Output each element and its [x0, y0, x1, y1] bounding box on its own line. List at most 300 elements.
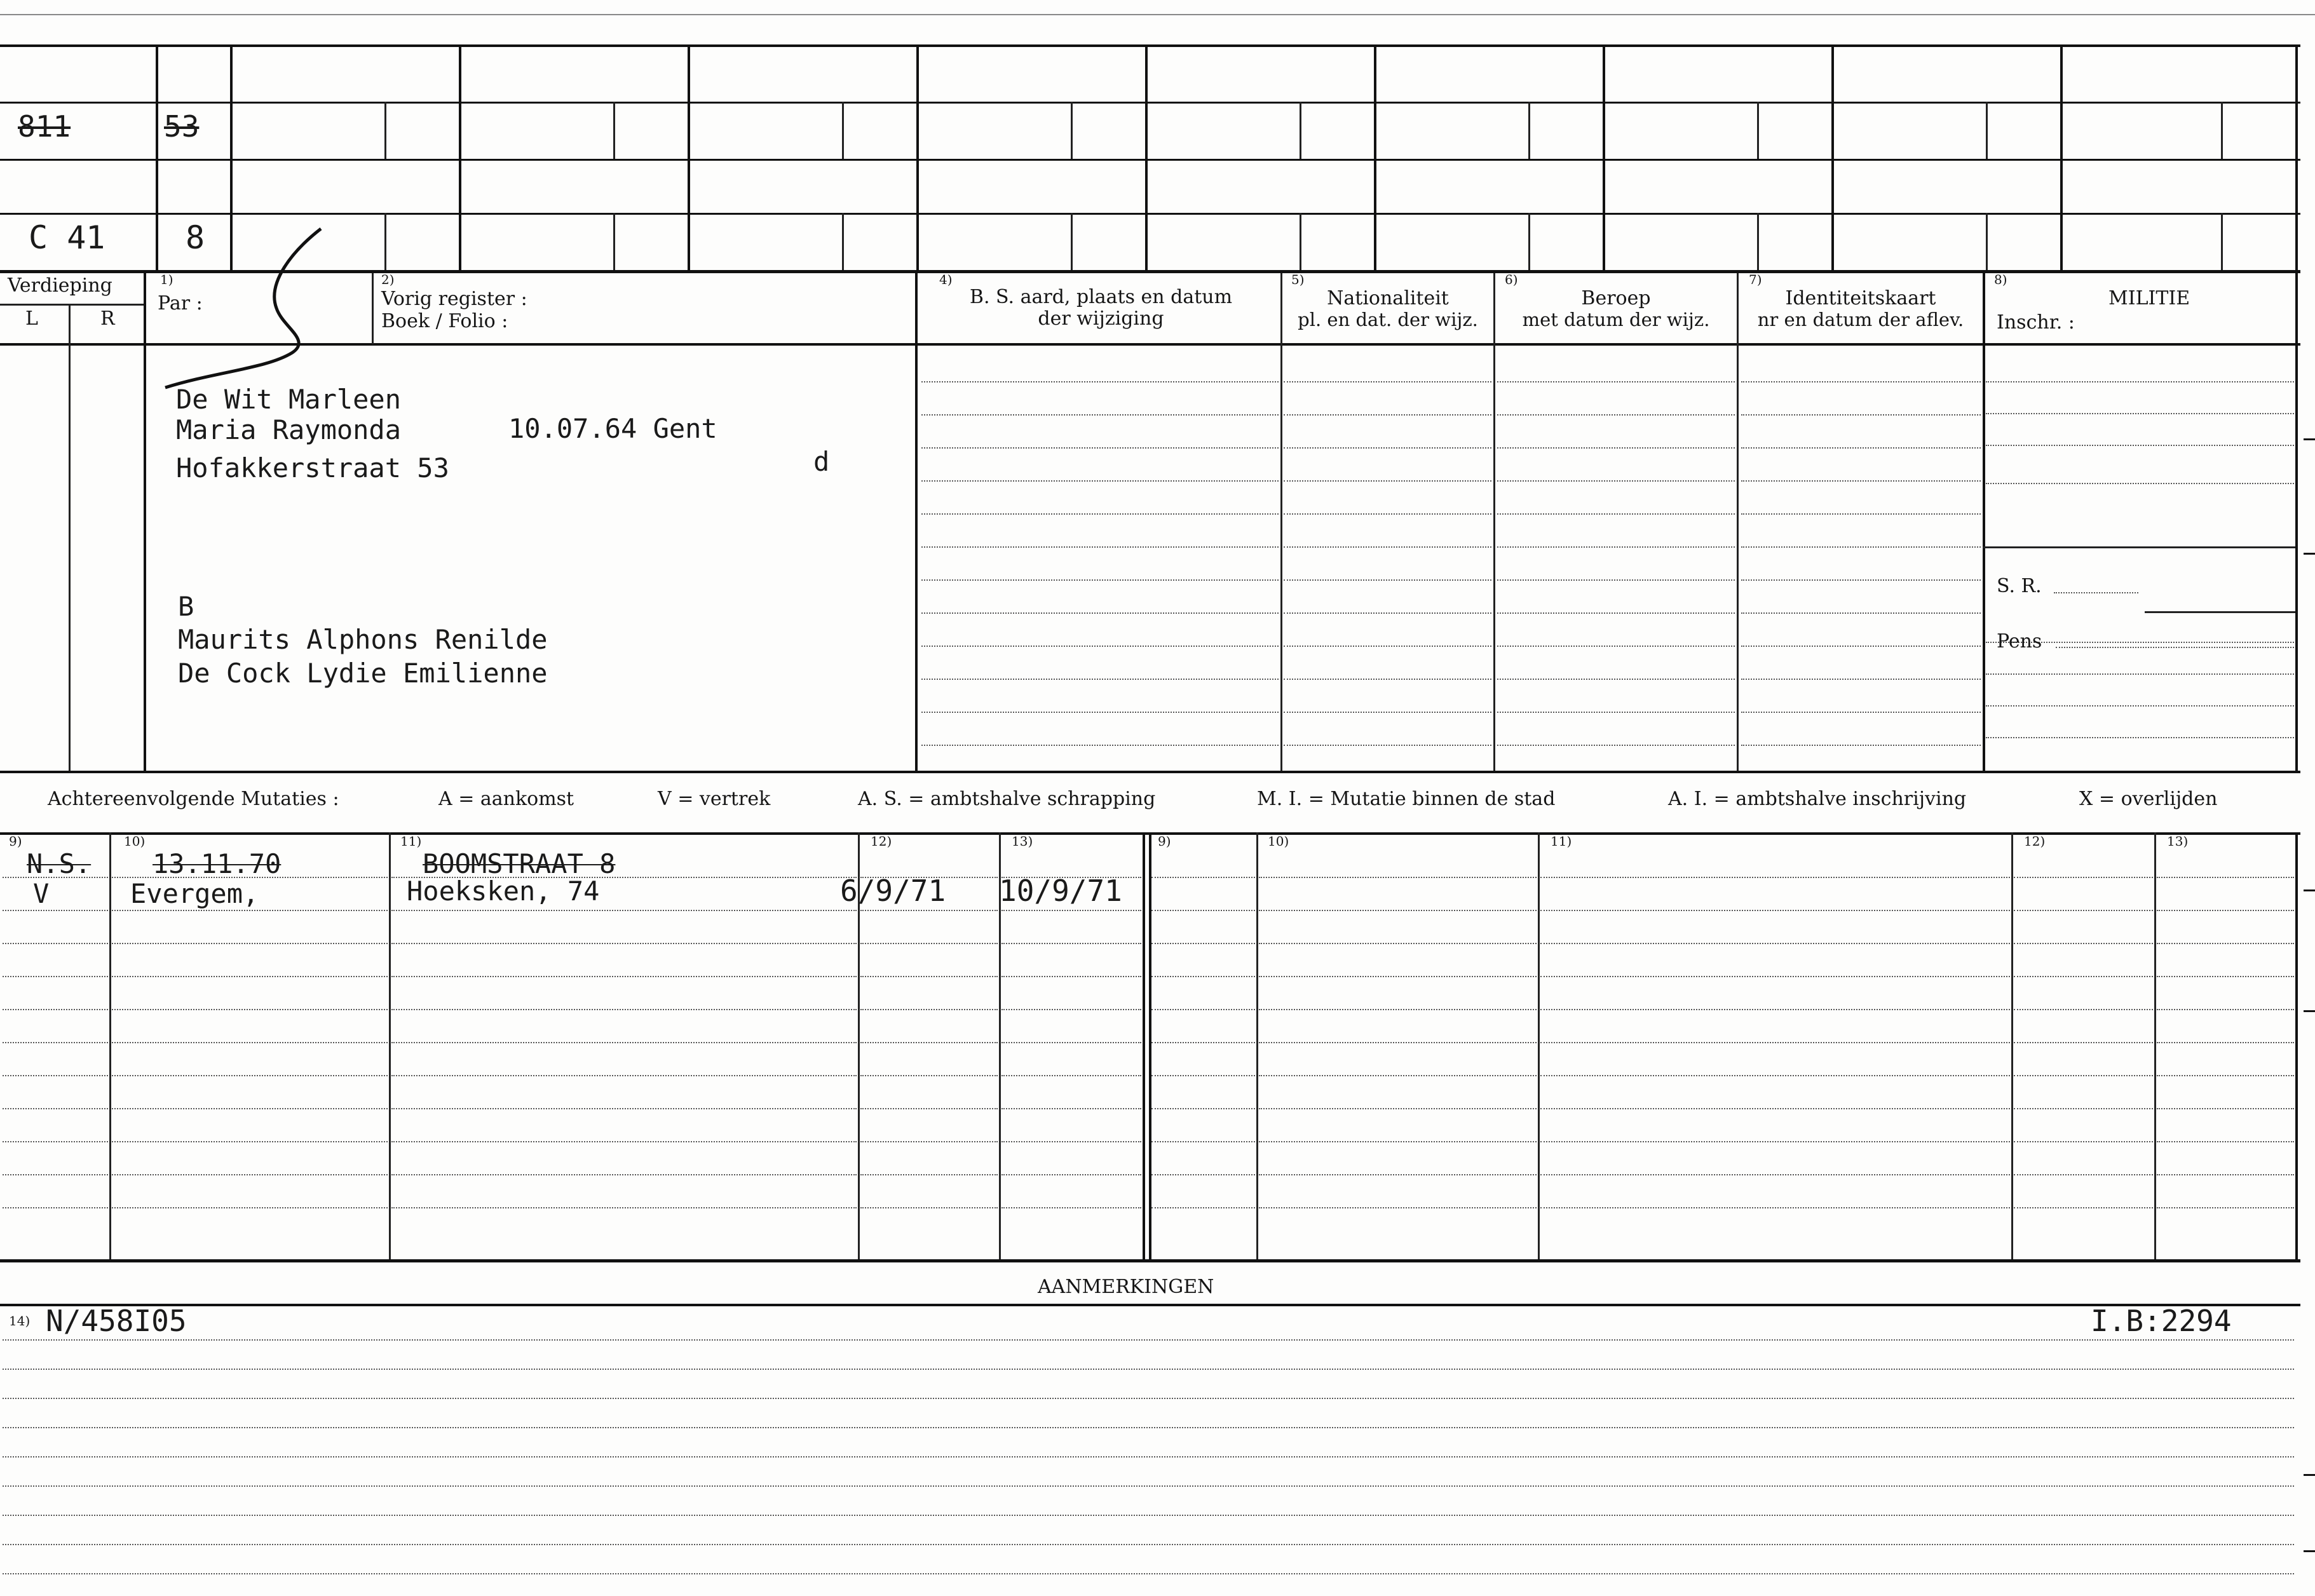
- writing-line: [1259, 976, 1537, 977]
- grid-line: [1831, 44, 1834, 273]
- writing-line: [1497, 679, 1735, 680]
- writing-line: [1741, 447, 1981, 449]
- sex-mark: d: [813, 446, 830, 477]
- writing-line: [112, 1042, 388, 1043]
- writing-line: [2014, 943, 2153, 944]
- writing-line: [2014, 1174, 2153, 1175]
- old-register-code: 811: [18, 109, 71, 144]
- writing-line: [112, 976, 388, 977]
- col4-number: 4): [939, 272, 953, 287]
- grid-line: [1528, 213, 1530, 270]
- grid-line: [915, 273, 918, 771]
- col2-number: 2): [381, 272, 395, 287]
- writing-line: [112, 1108, 388, 1109]
- writing-line: [921, 579, 1279, 581]
- mut-col10-number: 10): [124, 834, 146, 849]
- writing-line: [1001, 976, 1141, 977]
- writing-line: [1741, 381, 1981, 382]
- writing-line: [112, 910, 388, 911]
- grid-line: [0, 213, 2300, 215]
- writing-line: [112, 1141, 388, 1142]
- writing-line: [1284, 679, 1491, 680]
- writing-line: [2157, 1141, 2294, 1142]
- grid-line: [1983, 546, 2295, 548]
- grid-line: [1280, 273, 1282, 771]
- grid-line: [1256, 832, 1258, 1259]
- col5-number: 5): [1291, 272, 1305, 287]
- writing-line: [1540, 910, 2010, 911]
- legend-overlijden: X = overlijden: [2079, 788, 2218, 810]
- col6-number: 6): [1505, 272, 1518, 287]
- legend-ambtshalve-schrapping: A. S. = ambtshalve schrapping: [858, 788, 1156, 810]
- writing-line: [112, 1207, 388, 1208]
- writing-line: [1284, 414, 1491, 416]
- writing-line: [1497, 745, 1735, 746]
- writing-line: [1741, 646, 1981, 647]
- verdieping-label: Verdieping: [8, 274, 112, 297]
- writing-line: [2014, 1075, 2153, 1076]
- mutation-row1-address: BOOMSTRAAT 8: [423, 848, 616, 879]
- writing-line: [1151, 976, 1255, 977]
- grid-line: [1493, 273, 1495, 771]
- grid-line: [1300, 213, 1301, 270]
- writing-line: [3, 943, 108, 944]
- writing-line: [1540, 1075, 2010, 1076]
- writing-line: [1986, 705, 2294, 707]
- writing-line: [1151, 1108, 1255, 1109]
- writing-line: [860, 1141, 998, 1142]
- writing-line: [1497, 579, 1735, 581]
- writing-line: [921, 612, 1279, 614]
- writing-line: [1259, 1075, 1537, 1076]
- mut-col13-number-right: 13): [2167, 834, 2189, 849]
- legend-title: Achtereenvolgende Mutaties :: [48, 788, 339, 810]
- person-address: Hofakkerstraat 53: [176, 452, 449, 484]
- grid-line: [2295, 44, 2298, 273]
- mut-col11-number-right: 11): [1551, 834, 1572, 849]
- writing-line: [2014, 1141, 2153, 1142]
- writing-line: [921, 480, 1279, 482]
- grid-line: [0, 304, 144, 306]
- grid-line: [0, 1259, 2300, 1262]
- identiteitskaart-line2: nr en datum der aflev.: [1757, 309, 1964, 330]
- grid-line: [459, 44, 461, 273]
- writing-line: [2157, 1108, 2294, 1109]
- writing-line: [1741, 513, 1981, 515]
- writing-line: [1151, 1207, 1255, 1208]
- writing-line: [391, 1108, 857, 1109]
- col7-number: 7): [1749, 272, 1762, 287]
- writing-line: [3, 1485, 2294, 1487]
- writing-line: [1001, 910, 1141, 911]
- right-label: R: [100, 308, 115, 330]
- par-label: Par :: [158, 292, 203, 314]
- writing-line: [3, 1515, 2294, 1516]
- writing-line: [391, 1042, 857, 1043]
- writing-line: [391, 910, 857, 911]
- grid-line: [916, 44, 919, 273]
- writing-line: [3, 976, 108, 977]
- grid-line: [384, 102, 386, 159]
- mut-col10-number-right: 10): [1268, 834, 1289, 849]
- writing-line: [391, 1075, 857, 1076]
- margin-tick: [2304, 1474, 2315, 1476]
- grid-line: [0, 270, 2300, 273]
- writing-line: [1001, 1009, 1141, 1010]
- writing-line: [860, 943, 998, 944]
- writing-line: [1497, 612, 1735, 614]
- writing-line: [1741, 579, 1981, 581]
- writing-line: [921, 414, 1279, 416]
- grid-line: [1071, 102, 1073, 159]
- beroep-line2: met datum der wijz.: [1522, 309, 1710, 330]
- writing-line: [1986, 673, 2294, 675]
- writing-line: [2014, 1108, 2153, 1109]
- writing-line: [1259, 1141, 1537, 1142]
- writing-line: [2157, 976, 2294, 977]
- writing-line: [3, 1108, 108, 1109]
- grid-line: [1757, 213, 1759, 270]
- grid-line: [1071, 213, 1073, 270]
- grid-line: [389, 832, 391, 1259]
- writing-line: [1284, 381, 1491, 382]
- writing-line: [3, 910, 108, 911]
- grid-line: [1983, 273, 1985, 771]
- writing-line: [1497, 414, 1735, 416]
- col8-number: 8): [1994, 272, 2007, 287]
- writing-line: [2014, 976, 2153, 977]
- identiteitskaart-line1: Identiteitskaart: [1785, 287, 1936, 309]
- writing-line: [921, 513, 1279, 515]
- writing-line: [860, 1009, 998, 1010]
- grid-line: [1149, 832, 1151, 1259]
- writing-line: [1151, 877, 1255, 878]
- nationaliteit-line2: pl. en dat. der wijz.: [1298, 309, 1478, 330]
- writing-line: [2157, 943, 2294, 944]
- writing-line: [1259, 1108, 1537, 1109]
- left-label: L: [25, 308, 38, 330]
- writing-line: [1741, 480, 1981, 482]
- writing-line: [1151, 1009, 1255, 1010]
- writing-line: [1259, 1174, 1537, 1175]
- handwritten-squiggle: [140, 226, 330, 397]
- mut-col12-number: 12): [871, 834, 892, 849]
- writing-line: [2157, 877, 2294, 878]
- writing-line: [391, 976, 857, 977]
- writing-line: [3, 1141, 108, 1142]
- writing-line: [921, 745, 1279, 746]
- writing-line: [1151, 1075, 1255, 1076]
- writing-line: [1540, 1174, 2010, 1175]
- pens-label: Pens: [1997, 630, 2042, 653]
- grid-line: [0, 1304, 2300, 1306]
- writing-line: [1986, 483, 2294, 484]
- grid-line: [0, 102, 2300, 104]
- mut-col9-number-right: 9): [1158, 834, 1171, 849]
- grid-line: [1528, 102, 1530, 159]
- bs-header-line2: der wijziging: [1038, 308, 1164, 330]
- grid-line: [2011, 832, 2013, 1259]
- remarks-title: AANMERKINGEN: [1038, 1276, 1214, 1298]
- writing-line: [112, 943, 388, 944]
- writing-line: [3, 1075, 108, 1076]
- writing-line: [1284, 612, 1491, 614]
- writing-line: [1986, 381, 2294, 382]
- mut-col11-number: 11): [400, 834, 422, 849]
- grid-line: [1603, 44, 1605, 273]
- grid-line: [613, 102, 615, 159]
- writing-line: [1284, 712, 1491, 713]
- register-code: C 41: [29, 219, 105, 256]
- writing-line: [860, 1042, 998, 1043]
- boek-folio-label: Boek / Folio :: [381, 310, 508, 332]
- writing-line: [2157, 1207, 2294, 1208]
- writing-line: [1497, 646, 1735, 647]
- mutation-row2-date13: 10/9/71: [999, 874, 1122, 908]
- writing-line: [2054, 592, 2138, 593]
- writing-line: [1151, 1141, 1255, 1142]
- writing-line: [1540, 1042, 2010, 1043]
- inschr-label: Inschr. :: [1997, 311, 2075, 334]
- writing-line: [921, 447, 1279, 449]
- remarks-reference: N/458I05: [46, 1304, 187, 1338]
- writing-line: [1540, 877, 2010, 878]
- writing-line: [1741, 745, 1981, 746]
- margin-tick: [2304, 889, 2315, 891]
- writing-line: [1497, 513, 1735, 515]
- writing-line: [3, 1339, 2294, 1341]
- grid-line: [2154, 832, 2156, 1259]
- person-name: De Wit Marleen: [176, 384, 402, 415]
- birth-date-place: 10.07.64 Gent: [508, 413, 717, 444]
- margin-tick: [2304, 438, 2315, 440]
- grid-line: [2295, 832, 2298, 1259]
- writing-line: [1001, 1174, 1141, 1175]
- writing-line: [112, 877, 388, 878]
- grid-line: [2060, 44, 2063, 273]
- grid-line: [1145, 44, 1148, 273]
- writing-line: [1259, 910, 1537, 911]
- grid-line: [688, 44, 690, 273]
- writing-line: [2014, 1042, 2153, 1043]
- grid-line: [1737, 273, 1739, 771]
- scan-edge: [0, 14, 2315, 15]
- writing-line: [2014, 877, 2153, 878]
- beroep-line1: Beroep: [1581, 287, 1651, 309]
- writing-line: [1497, 712, 1735, 713]
- writing-line: [1284, 745, 1491, 746]
- col1-number: 1): [160, 272, 173, 287]
- writing-line: [391, 1009, 857, 1010]
- writing-line: [860, 1207, 998, 1208]
- writing-line: [112, 1075, 388, 1076]
- writing-line: [1497, 381, 1735, 382]
- writing-line: [3, 1009, 108, 1010]
- writing-line: [112, 1009, 388, 1010]
- grid-line: [0, 343, 2300, 346]
- writing-line: [1001, 1075, 1141, 1076]
- mut-col9-number: 9): [9, 834, 22, 849]
- writing-line: [3, 1398, 2294, 1399]
- writing-line: [1540, 1141, 2010, 1142]
- grid-line: [1986, 102, 1988, 159]
- writing-line: [921, 646, 1279, 647]
- writing-line: [1151, 1174, 1255, 1175]
- mutation-row2-code: V: [33, 878, 50, 909]
- mut-col13-number: 13): [1012, 834, 1033, 849]
- sr-label: S. R.: [1997, 575, 2042, 597]
- writing-line: [921, 679, 1279, 680]
- mutation-row2-place: Evergem,: [130, 878, 259, 909]
- writing-line: [3, 1456, 2294, 1457]
- father-name: Maurits Alphons Renilde: [178, 624, 548, 655]
- mutation-row1-code: N.S.: [27, 848, 92, 879]
- writing-line: [2157, 1174, 2294, 1175]
- writing-line: [2014, 1207, 2153, 1208]
- writing-line: [2157, 1075, 2294, 1076]
- writing-line: [1741, 414, 1981, 416]
- writing-line: [1284, 480, 1491, 482]
- old-register-number: 53: [164, 109, 200, 144]
- person-first-names: Maria Raymonda: [176, 414, 402, 445]
- legend-ambtshalve-inschrijving: A. I. = ambtshalve inschrijving: [1668, 788, 1967, 810]
- grid-line: [1538, 832, 1540, 1259]
- grid-line: [109, 832, 111, 1259]
- writing-line: [391, 943, 857, 944]
- writing-line: [391, 1141, 857, 1142]
- grid-line: [0, 159, 2300, 161]
- writing-line: [391, 877, 857, 878]
- grid-line: [1143, 832, 1145, 1259]
- grid-line: [0, 771, 2300, 773]
- writing-line: [1001, 1108, 1141, 1109]
- writing-line: [1259, 1207, 1537, 1208]
- grid-line: [372, 273, 374, 344]
- writing-line: [921, 712, 1279, 713]
- writing-line: [1497, 546, 1735, 548]
- legend-mutatie-stad: M. I. = Mutatie binnen de stad: [1257, 788, 1556, 810]
- margin-tick: [2304, 1550, 2315, 1552]
- writing-line: [112, 1174, 388, 1175]
- writing-line: [1001, 1042, 1141, 1043]
- writing-line: [1540, 1207, 2010, 1208]
- writing-line: [1259, 943, 1537, 944]
- mut-col12-number-right: 12): [2024, 834, 2046, 849]
- writing-line: [391, 1207, 857, 1208]
- grid-line: [1986, 213, 1988, 270]
- writing-line: [1259, 1009, 1537, 1010]
- nationaliteit-line1: Nationaliteit: [1327, 287, 1449, 309]
- writing-line: [2157, 1009, 2294, 1010]
- writing-line: [2014, 910, 2153, 911]
- writing-line: [391, 1174, 857, 1175]
- mother-name: De Cock Lydie Emilienne: [178, 658, 548, 689]
- grid-line: [384, 213, 386, 270]
- writing-line: [860, 877, 998, 878]
- writing-line: [1741, 712, 1981, 713]
- register-number: 8: [186, 219, 205, 256]
- margin-tick: [2304, 1010, 2315, 1012]
- writing-line: [1151, 910, 1255, 911]
- writing-line: [1986, 445, 2294, 446]
- writing-line: [921, 546, 1279, 548]
- writing-line: [1540, 976, 2010, 977]
- margin-tick: [2304, 553, 2315, 555]
- writing-line: [1284, 513, 1491, 515]
- writing-line: [1151, 943, 1255, 944]
- mutation-row2-date12: 6/9/71: [840, 874, 946, 908]
- militie-label: MILITIE: [2108, 287, 2190, 309]
- writing-line: [1001, 1207, 1141, 1208]
- writing-line: [2157, 1042, 2294, 1043]
- writing-line: [1151, 1042, 1255, 1043]
- grid-line: [613, 213, 615, 270]
- writing-line: [3, 1207, 108, 1208]
- grid-line: [2145, 611, 2295, 613]
- writing-line: [3, 1427, 2294, 1428]
- writing-line: [1001, 943, 1141, 944]
- grid-line: [1757, 102, 1759, 159]
- writing-line: [860, 910, 998, 911]
- writing-line: [3, 1174, 108, 1175]
- grid-line: [2221, 102, 2223, 159]
- vorig-register-label: Vorig register :: [381, 288, 527, 310]
- writing-line: [921, 381, 1279, 382]
- writing-line: [3, 1544, 2294, 1545]
- writing-line: [3, 1573, 2294, 1574]
- writing-line: [3, 1042, 108, 1043]
- legend-aankomst: A = aankomst: [438, 788, 574, 810]
- writing-line: [1497, 480, 1735, 482]
- top-border: [0, 44, 2300, 47]
- writing-line: [1741, 679, 1981, 680]
- writing-line: [1741, 612, 1981, 614]
- grid-line: [69, 304, 71, 771]
- legend-vertrek: V = vertrek: [658, 788, 771, 810]
- writing-line: [1284, 646, 1491, 647]
- grid-line: [2295, 273, 2298, 771]
- writing-line: [1540, 943, 2010, 944]
- writing-line: [1284, 447, 1491, 449]
- grid-line: [1300, 102, 1301, 159]
- bs-header-line1: B. S. aard, plaats en datum: [969, 286, 1233, 308]
- remarks-number: 14): [9, 1313, 31, 1329]
- writing-line: [1540, 1009, 2010, 1010]
- mutation-row1-date: 13.11.70: [153, 848, 282, 879]
- grid-line: [2221, 213, 2223, 270]
- grid-line: [842, 213, 844, 270]
- writing-line: [1259, 877, 1537, 878]
- writing-line: [1284, 546, 1491, 548]
- remarks-ib-number: I.B:2294: [2091, 1304, 2232, 1338]
- writing-line: [2056, 647, 2294, 648]
- writing-line: [1497, 447, 1735, 449]
- writing-line: [1001, 1141, 1141, 1142]
- writing-line: [1284, 579, 1491, 581]
- grid-line: [1374, 44, 1376, 273]
- writing-line: [1001, 877, 1141, 878]
- writing-line: [860, 1174, 998, 1175]
- writing-line: [2157, 910, 2294, 911]
- writing-line: [860, 976, 998, 977]
- parents-label: B: [178, 591, 194, 622]
- writing-line: [1259, 1042, 1537, 1043]
- writing-line: [2014, 1009, 2153, 1010]
- writing-line: [860, 1108, 998, 1109]
- writing-line: [1986, 413, 2294, 414]
- writing-line: [3, 877, 108, 878]
- writing-line: [860, 1075, 998, 1076]
